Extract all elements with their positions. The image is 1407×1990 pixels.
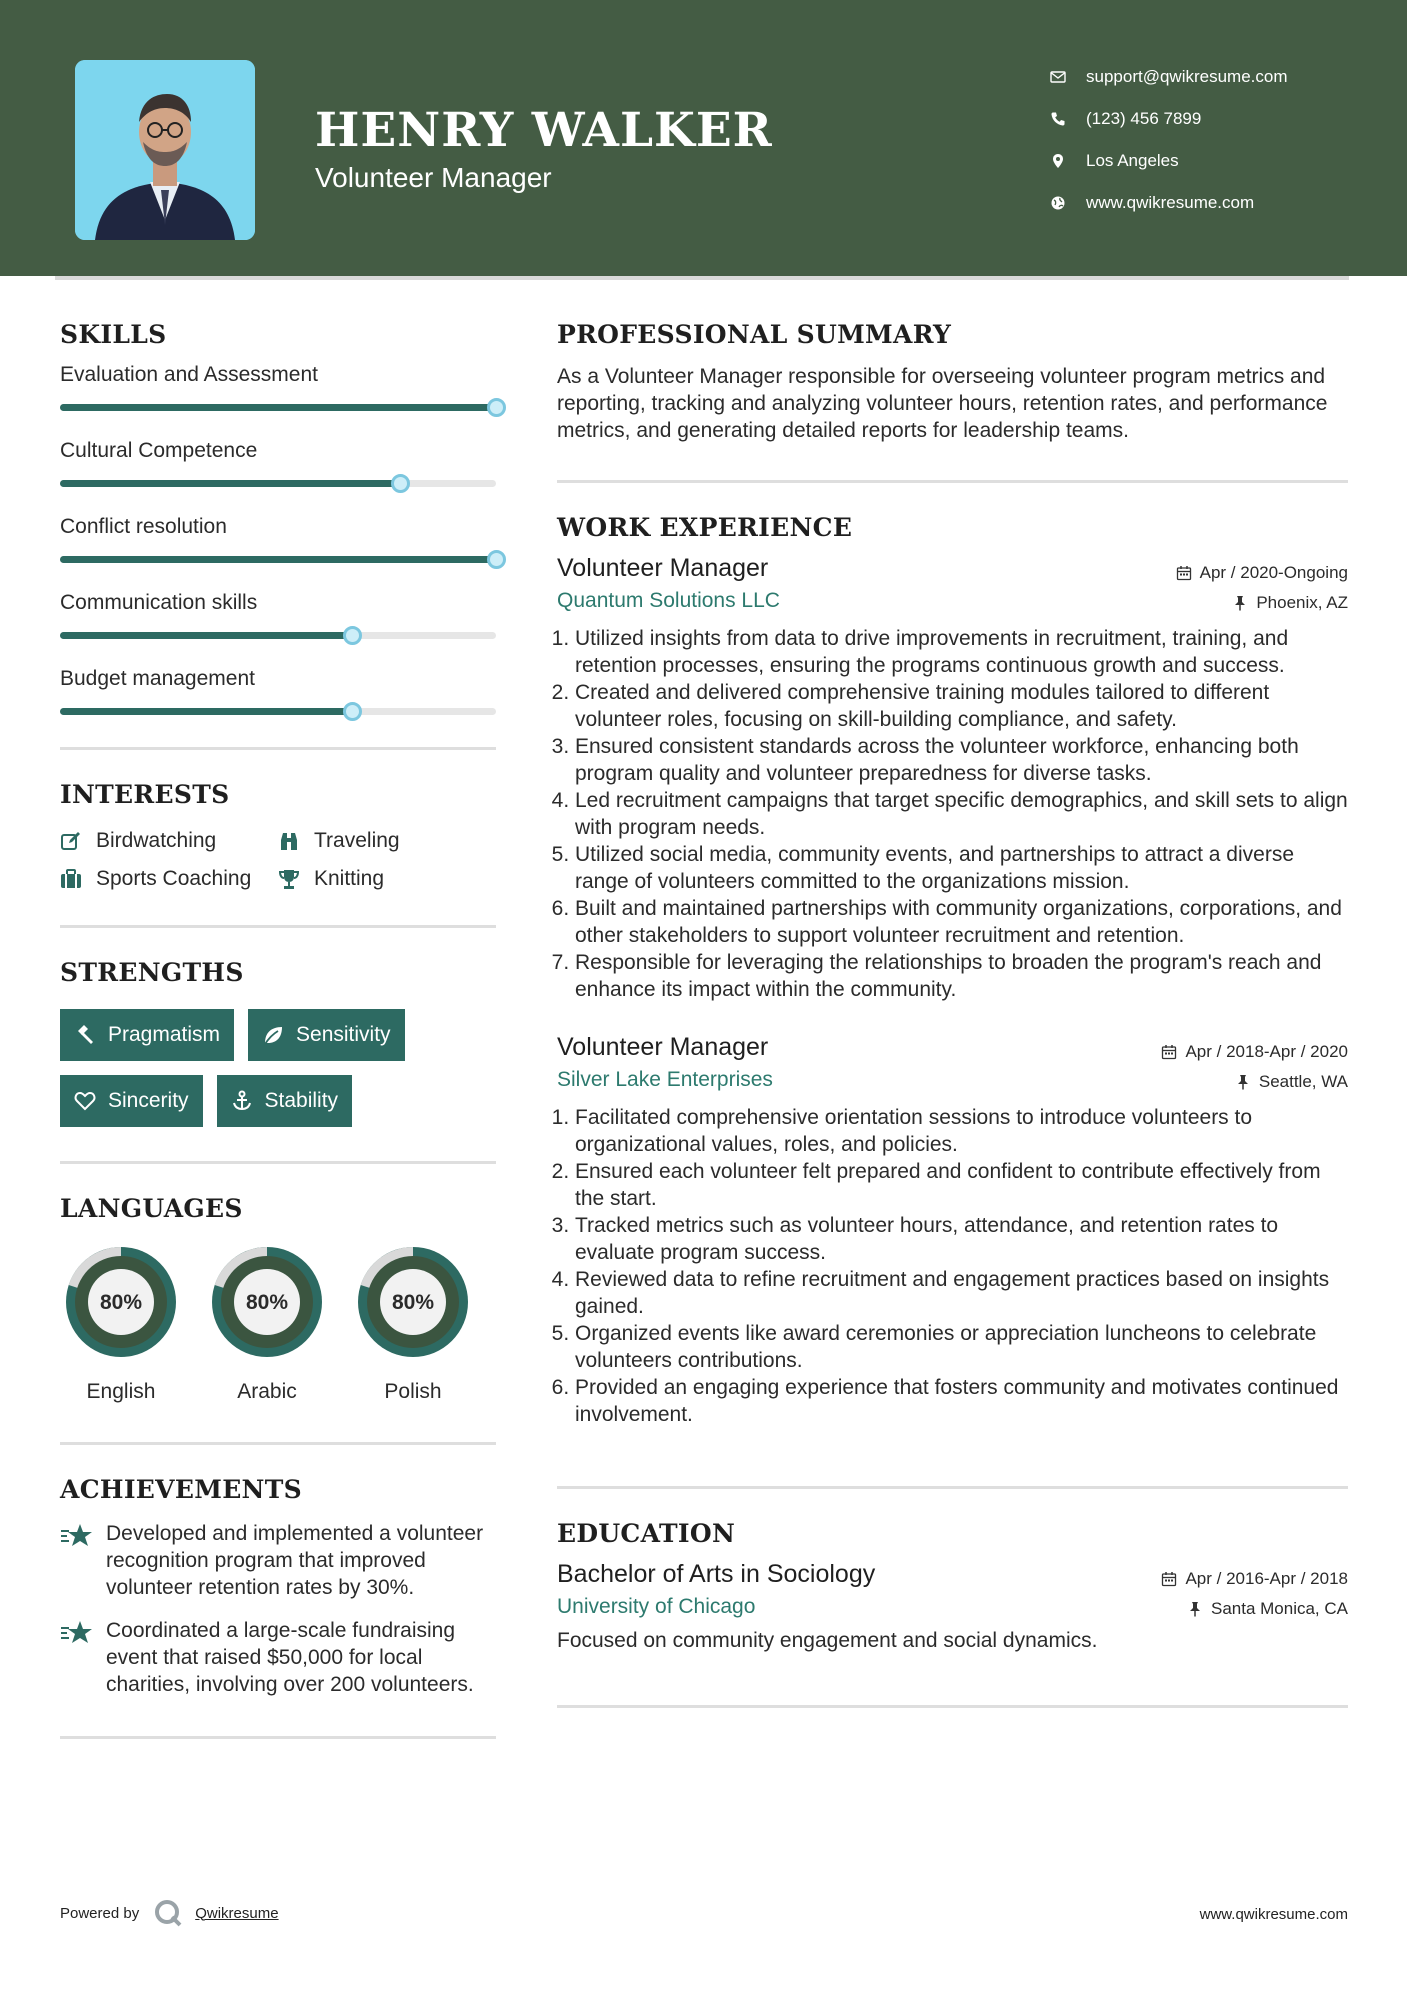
education-description: Focused on community engagement and social dynamics. bbox=[557, 1629, 1098, 1652]
skill-bar bbox=[60, 404, 496, 411]
strength-tag bbox=[60, 1075, 203, 1127]
section-divider bbox=[557, 1486, 1348, 1489]
skill-name: Conflict resolution bbox=[60, 515, 227, 538]
skill-name: Communication skills bbox=[60, 591, 258, 614]
strengths-list bbox=[60, 1009, 496, 1127]
contact-website-text: www.qwikresume.com bbox=[1086, 193, 1255, 212]
duty-item: 5. Organized events like award ceremonies or appreciation luncheons to celebrate volunteers contributions. bbox=[575, 1320, 1348, 1374]
skill-bar bbox=[60, 480, 496, 487]
skills-list bbox=[60, 351, 496, 731]
education-heading: EDUCATION bbox=[557, 1519, 736, 1548]
section-divider bbox=[60, 1442, 496, 1445]
anchor-icon bbox=[231, 1090, 253, 1112]
job-subheader bbox=[557, 1068, 1348, 1092]
interest-label: Knitting bbox=[314, 867, 385, 890]
strength-tag bbox=[248, 1009, 405, 1061]
globe-icon bbox=[1050, 195, 1086, 211]
job-location bbox=[1232, 593, 1348, 613]
education-location bbox=[1187, 1599, 1348, 1619]
pushpin-icon bbox=[1187, 1601, 1203, 1617]
section-divider bbox=[557, 480, 1348, 483]
language-name: Arabic bbox=[237, 1380, 297, 1403]
job-date-text: Apr / 2018-Apr / 2020 bbox=[1185, 1042, 1348, 1061]
envelope-icon bbox=[1050, 69, 1086, 85]
star-award-icon bbox=[60, 1520, 106, 1601]
skill-bar-knob bbox=[487, 398, 506, 417]
job-header bbox=[557, 554, 1348, 583]
language-ring bbox=[206, 1241, 328, 1363]
gavel-icon bbox=[74, 1024, 96, 1046]
calendar-icon bbox=[1161, 1571, 1177, 1587]
achievement-text: Coordinated a large-scale fundraising event that raised $50,000 for local charities, involving over 200 volunteers. bbox=[106, 1619, 474, 1696]
skill-item bbox=[60, 351, 496, 427]
edit-icon bbox=[60, 830, 96, 852]
language-percent: 80% bbox=[245, 1291, 289, 1314]
section-divider bbox=[557, 1705, 1348, 1708]
company-name: Silver Lake Enterprises bbox=[557, 1068, 773, 1091]
education-subheader bbox=[557, 1595, 1348, 1619]
job-location-text: Seattle, WA bbox=[1258, 1072, 1348, 1091]
job-entry bbox=[557, 554, 1348, 1003]
duty-item: 1. Utilized insights from data to drive improvements in recruitment, training, and retention processes, ensuring the programs continuous growth and success. bbox=[575, 625, 1348, 679]
skill-bar bbox=[60, 708, 496, 715]
job-title: Volunteer Manager bbox=[557, 1033, 769, 1061]
skill-item bbox=[60, 579, 496, 655]
education-location-text: Santa Monica, CA bbox=[1210, 1599, 1348, 1618]
pushpin-icon bbox=[1232, 595, 1248, 611]
achievement-item bbox=[60, 1520, 496, 1601]
duty-item: 2. Ensured each volunteer felt prepared and confident to contribute effectively from the start. bbox=[575, 1158, 1348, 1212]
interest-item bbox=[278, 829, 496, 853]
job-date bbox=[1161, 1042, 1348, 1062]
skill-item bbox=[60, 503, 496, 579]
binoculars-icon bbox=[278, 830, 314, 852]
duty-item: 5. Utilized social media, community events, and partnerships to attract a diverse range of volunteers committed to the organizations mission. bbox=[575, 841, 1348, 895]
section-divider bbox=[60, 747, 496, 750]
skill-bar-knob bbox=[487, 550, 506, 569]
contact-website[interactable] bbox=[1050, 182, 1288, 224]
education-date bbox=[1161, 1569, 1348, 1589]
achievement-item bbox=[60, 1617, 496, 1698]
interest-item bbox=[60, 867, 278, 891]
duty-item: 3. Tracked metrics such as volunteer hours, attendance, and retention rates to evaluate program success. bbox=[575, 1212, 1348, 1266]
achievements-list bbox=[60, 1520, 496, 1698]
footer-powered-by bbox=[60, 1898, 279, 1928]
strength-label: Pragmatism bbox=[108, 1023, 221, 1046]
experience-heading: WORK EXPERIENCE bbox=[557, 513, 853, 542]
section-divider bbox=[60, 1736, 496, 1739]
interests-list bbox=[60, 829, 496, 891]
job-entry bbox=[557, 1033, 1348, 1428]
language-percent: 80% bbox=[99, 1291, 143, 1314]
map-pin-icon bbox=[1050, 153, 1086, 169]
duties-list bbox=[557, 625, 1348, 1003]
skill-name: Cultural Competence bbox=[60, 439, 258, 462]
skill-bar bbox=[60, 632, 496, 639]
education-header bbox=[557, 1560, 1348, 1589]
strength-label: Stability bbox=[264, 1089, 339, 1112]
candidate-name: HENRY WALKER bbox=[315, 103, 773, 158]
duty-item: 1. Facilitated comprehensive orientation sessions to introduce volunteers to organizational values, roles, and policies. bbox=[575, 1104, 1348, 1158]
strength-tag bbox=[60, 1009, 234, 1061]
skill-bar-fill bbox=[60, 556, 496, 563]
interest-label: Birdwatching bbox=[96, 829, 217, 852]
leaf-icon bbox=[262, 1024, 284, 1046]
contact-phone-text: (123) 456 7899 bbox=[1086, 109, 1202, 128]
resume-header bbox=[0, 0, 1407, 276]
skill-bar bbox=[60, 556, 496, 563]
skill-bar-fill bbox=[60, 708, 352, 715]
job-date-text: Apr / 2020-Ongoing bbox=[1199, 563, 1348, 582]
achievement-text: Developed and implemented a volunteer recognition program that improved volunteer retention rates by 30%. bbox=[106, 1522, 484, 1599]
heart-icon bbox=[74, 1090, 96, 1112]
interest-item bbox=[278, 867, 496, 891]
language-name: Polish bbox=[384, 1380, 442, 1403]
duties-list bbox=[557, 1104, 1348, 1428]
language-item bbox=[206, 1241, 328, 1404]
pushpin-icon bbox=[1235, 1074, 1251, 1090]
company-name: Quantum Solutions LLC bbox=[557, 589, 780, 612]
languages-heading: LANGUAGES bbox=[60, 1194, 243, 1223]
school-name: University of Chicago bbox=[557, 1595, 756, 1618]
trophy-icon bbox=[278, 868, 314, 890]
duty-item: 4. Led recruitment campaigns that target specific demographics, and skill sets to align with program needs. bbox=[575, 787, 1348, 841]
language-item bbox=[352, 1241, 474, 1404]
summary-heading: PROFESSIONAL SUMMARY bbox=[557, 320, 952, 349]
contact-list bbox=[1050, 56, 1288, 224]
contact-location-text: Los Angeles bbox=[1086, 151, 1179, 170]
strength-label: Sincerity bbox=[108, 1089, 189, 1112]
strength-label: Sensitivity bbox=[296, 1023, 391, 1046]
candidate-title: Volunteer Manager bbox=[315, 162, 552, 193]
language-ring bbox=[352, 1241, 474, 1363]
qwikresume-logo-icon bbox=[153, 1898, 183, 1928]
calendar-icon bbox=[1161, 1044, 1177, 1060]
languages-list bbox=[60, 1241, 496, 1404]
strength-tag bbox=[217, 1075, 353, 1127]
briefcase-icon bbox=[60, 868, 96, 890]
job-subheader bbox=[557, 589, 1348, 613]
star-award-icon bbox=[60, 1617, 106, 1698]
language-item bbox=[60, 1241, 182, 1404]
interest-item bbox=[60, 829, 278, 853]
interest-label: Sports Coaching bbox=[96, 867, 252, 890]
job-header bbox=[557, 1033, 1348, 1062]
duty-item: 6. Provided an engaging experience that fosters community and motivates continued involvement. bbox=[575, 1374, 1348, 1428]
duty-item: 6. Built and maintained partnerships with community organizations, corporations, and other stakeholders to support volunteer recruitment and retention. bbox=[575, 895, 1348, 949]
powered-by-label: Powered by bbox=[60, 1904, 140, 1922]
profile-photo bbox=[75, 60, 255, 240]
skill-name: Evaluation and Assessment bbox=[60, 363, 318, 386]
left-column bbox=[60, 320, 496, 1739]
section-divider bbox=[60, 925, 496, 928]
skill-bar-fill bbox=[60, 404, 496, 411]
footer-website[interactable]: www.qwikresume.com bbox=[1199, 1906, 1348, 1923]
right-column bbox=[557, 320, 1348, 1708]
interests-heading: INTERESTS bbox=[60, 780, 230, 809]
education-entry bbox=[557, 1560, 1348, 1653]
duty-item: 7. Responsible for leveraging the relationships to broaden the program's reach and enhance its impact within the community. bbox=[575, 949, 1348, 1003]
degree-name: Bachelor of Arts in Sociology bbox=[557, 1560, 876, 1588]
duty-item: 2. Created and delivered comprehensive training modules tailored to different volunteer roles, focusing on skill-building compliance, and safety. bbox=[575, 679, 1348, 733]
contact-email[interactable] bbox=[1050, 56, 1288, 98]
skill-name: Budget management bbox=[60, 667, 255, 690]
job-location-text: Phoenix, AZ bbox=[1256, 593, 1348, 612]
contact-location bbox=[1050, 140, 1288, 182]
skill-item bbox=[60, 655, 496, 731]
calendar-icon bbox=[1176, 565, 1192, 581]
section-divider bbox=[60, 1161, 496, 1164]
job-location bbox=[1235, 1072, 1348, 1092]
summary-text: As a Volunteer Manager responsible for overseeing volunteer program metrics and reporting, tracking and analyzing volunteer hours, retention rates, and performance metrics, and generating detailed reports for leadership teams. bbox=[557, 365, 1328, 442]
header-divider bbox=[55, 276, 1349, 280]
job-title: Volunteer Manager bbox=[557, 554, 769, 582]
skill-bar-knob bbox=[391, 474, 410, 493]
qwikresume-link[interactable]: Qwikresume bbox=[195, 1904, 279, 1922]
education-date-text: Apr / 2016-Apr / 2018 bbox=[1185, 1569, 1348, 1588]
interest-label: Traveling bbox=[314, 829, 400, 852]
skill-bar-knob bbox=[343, 626, 362, 645]
contact-email-text: support@qwikresume.com bbox=[1086, 67, 1288, 86]
skills-heading: SKILLS bbox=[60, 320, 167, 349]
skill-bar-fill bbox=[60, 632, 352, 639]
phone-icon bbox=[1050, 111, 1086, 127]
duty-item: 4. Reviewed data to refine recruitment and engagement practices based on insights gained. bbox=[575, 1266, 1348, 1320]
duty-item: 3. Ensured consistent standards across the volunteer workforce, enhancing both program quality and volunteer preparedness for diverse tasks. bbox=[575, 733, 1348, 787]
achievements-heading: ACHIEVEMENTS bbox=[60, 1475, 302, 1504]
skill-bar-knob bbox=[343, 702, 362, 721]
contact-phone[interactable] bbox=[1050, 98, 1288, 140]
skill-item bbox=[60, 427, 496, 503]
language-percent: 80% bbox=[391, 1291, 435, 1314]
strengths-heading: STRENGTHS bbox=[60, 958, 244, 987]
language-name: English bbox=[86, 1380, 156, 1403]
job-date bbox=[1176, 563, 1348, 583]
language-ring bbox=[60, 1241, 182, 1363]
skill-bar-fill bbox=[60, 480, 400, 487]
